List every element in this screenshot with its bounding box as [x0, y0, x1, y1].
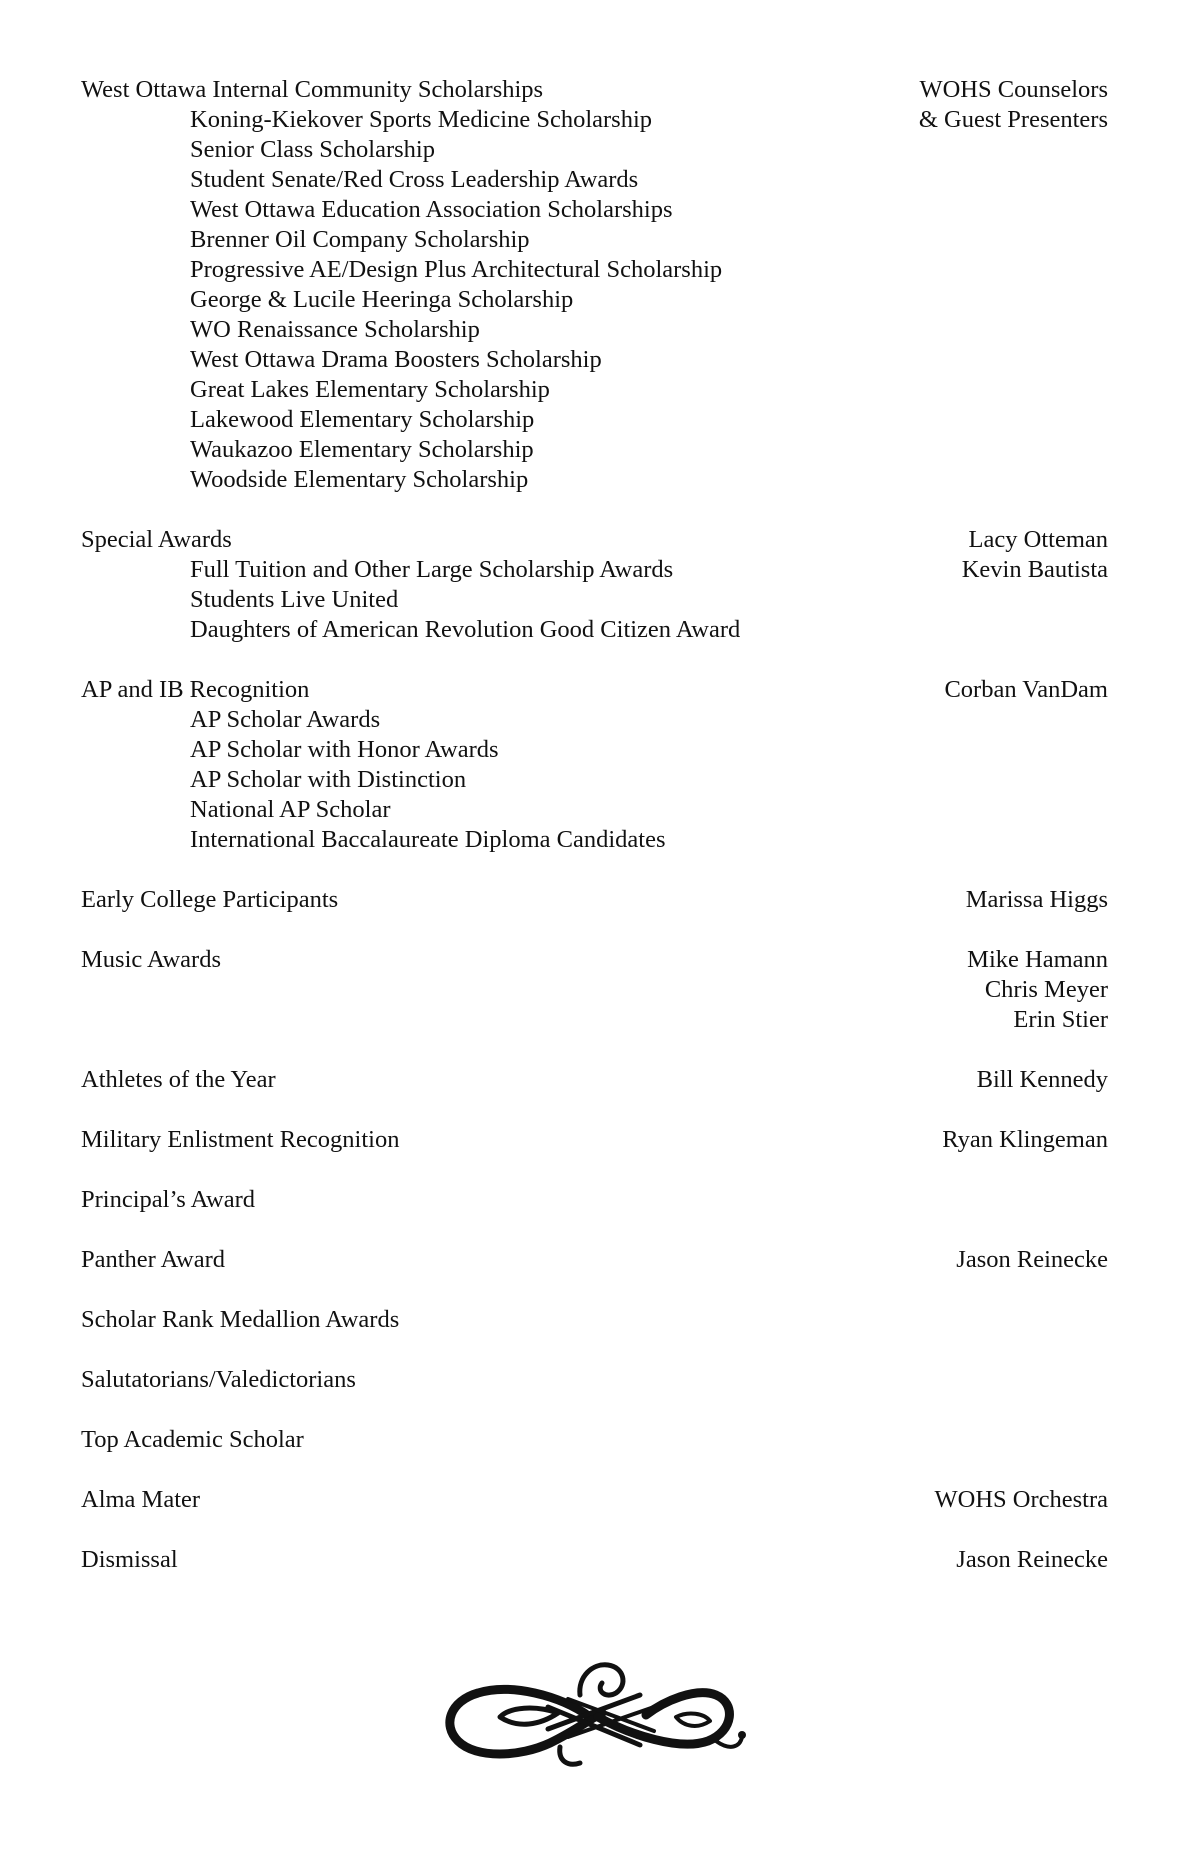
section-title: Top Academic Scholar — [81, 1426, 304, 1453]
award-item: AP Scholar with Distinction — [190, 766, 467, 793]
presenter-name: Ryan Klingeman — [942, 1126, 1108, 1153]
section-title: Principal’s Award — [81, 1186, 255, 1213]
award-item: Progressive AE/Design Plus Architectural Scholarship — [190, 256, 723, 283]
section-title: Panther Award — [81, 1246, 226, 1273]
presenter-name: Bill Kennedy — [976, 1066, 1108, 1093]
section-title: Special Awards — [81, 526, 232, 553]
section-title: Music Awards — [81, 946, 221, 973]
presenter-name: Jason Reinecke — [956, 1546, 1108, 1573]
section-title: Scholar Rank Medallion Awards — [81, 1306, 400, 1333]
award-item: West Ottawa Drama Boosters Scholarship — [190, 346, 602, 373]
presenter-name: Mike Hamann — [967, 946, 1108, 973]
section-title: AP and IB Recognition — [81, 676, 310, 703]
section-title: Dismissal — [81, 1546, 178, 1573]
award-item: West Ottawa Education Association Scholarships — [190, 196, 673, 223]
award-item: Full Tuition and Other Large Scholarship Awards — [190, 556, 674, 583]
section-title: Early College Participants — [81, 886, 339, 913]
award-item: AP Scholar with Honor Awards — [190, 736, 499, 763]
section-title: Athletes of the Year — [81, 1066, 276, 1093]
presenter-name: Lacy Otteman — [968, 526, 1108, 553]
award-item: Students Live United — [190, 586, 399, 613]
award-item: Brenner Oil Company Scholarship — [190, 226, 530, 253]
award-item: Daughters of American Revolution Good Citizen Award — [190, 616, 741, 643]
award-item: George & Lucile Heeringa Scholarship — [190, 286, 574, 313]
presenter-name: WOHS Orchestra — [934, 1486, 1108, 1513]
presenter-name: Jason Reinecke — [956, 1246, 1108, 1273]
award-item: Woodside Elementary Scholarship — [190, 466, 529, 493]
presenter-name: Corban VanDam — [944, 676, 1108, 703]
presenter-name: Kevin Bautista — [961, 556, 1108, 583]
section-title: Alma Mater — [81, 1486, 201, 1513]
award-item: Waukazoo Elementary Scholarship — [190, 436, 534, 463]
presenter-name: Erin Stier — [1013, 1006, 1108, 1033]
section-title: West Ottawa Internal Community Scholarships — [81, 76, 544, 103]
award-item: Great Lakes Elementary Scholarship — [190, 376, 550, 403]
award-item: Lakewood Elementary Scholarship — [190, 406, 535, 433]
award-item: AP Scholar Awards — [190, 706, 381, 733]
presenter-name: Marissa Higgs — [965, 886, 1108, 913]
award-item: International Baccalaureate Diploma Candidates — [190, 826, 666, 853]
award-item: Student Senate/Red Cross Leadership Awards — [190, 166, 639, 193]
presenter-name: WOHS Counselors — [919, 76, 1108, 103]
award-item: Senior Class Scholarship — [190, 136, 435, 163]
flourish-ornament-icon — [440, 1655, 750, 1770]
award-item: National AP Scholar — [190, 796, 391, 823]
award-item: WO Renaissance Scholarship — [190, 316, 480, 343]
section-title: Military Enlistment Recognition — [81, 1126, 400, 1153]
award-item: Koning-Kiekover Sports Medicine Scholarship — [190, 106, 653, 133]
section-title: Salutatorians/Valedictorians — [81, 1366, 356, 1393]
presenter-name: & Guest Presenters — [918, 106, 1108, 133]
presenter-name: Chris Meyer — [984, 976, 1108, 1003]
